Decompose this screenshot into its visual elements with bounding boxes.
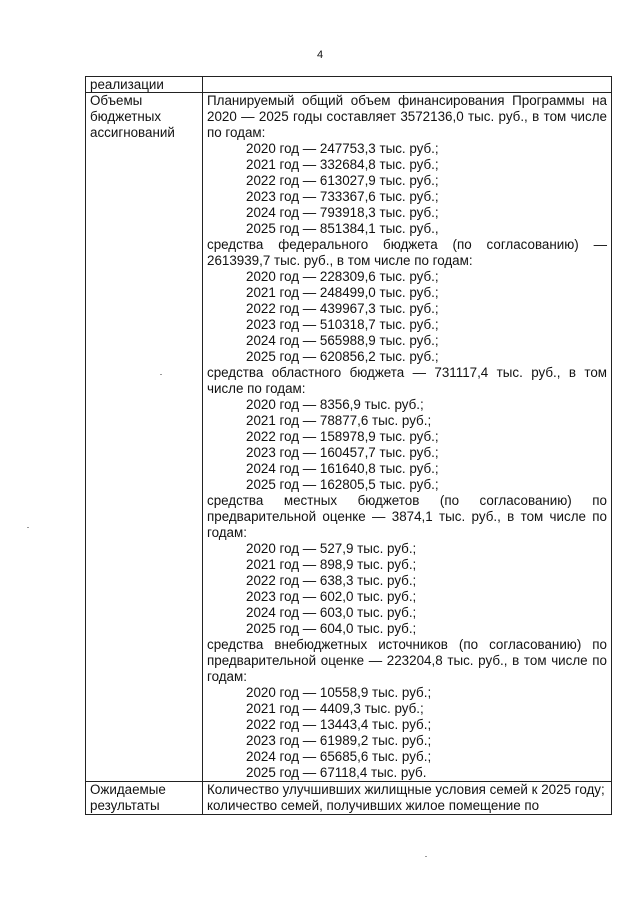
budget-label-line: Объемы — [90, 93, 143, 108]
results-label-line: Ожидаемые — [90, 782, 166, 797]
federal-year-line: 2023 год — 510318,7 тыс. руб.; — [246, 317, 439, 332]
page-number: 4 — [316, 49, 324, 61]
federal-year-line: 2021 год — 248499,0 тыс. руб.; — [246, 285, 439, 300]
table-row-budget — [86, 93, 612, 782]
regional-year-line: 2022 год — 158978,9 тыс. руб.; — [246, 429, 439, 444]
local-year-line: 2020 год — 527,9 тыс. руб.; — [246, 541, 417, 556]
results-text-line: Количество улучшивших жилищные условия семей к 2025 году; — [207, 782, 605, 797]
local-year-line: 2021 год — 898,9 тыс. руб.; — [246, 557, 417, 572]
regional-year-line: 2025 год — 162805,5 тыс. руб.; — [246, 477, 439, 492]
extra-budgetary-intro-paragraph: средства внебюджетных источников (по согласованию) по предварительной оценке — 223204,8 тыс. руб., в том числе по годам: — [207, 637, 607, 684]
local-year-line: 2025 год — 604,0 тыс. руб.; — [246, 621, 417, 636]
budget-label-line: ассигнований — [90, 125, 175, 140]
local-year-line: 2023 год — 602,0 тыс. руб.; — [246, 589, 417, 604]
scan-speck — [160, 374, 162, 375]
federal-year-line: 2025 год — 620856,2 тыс. руб.; — [246, 349, 439, 364]
local-year-line: 2022 год — 638,3 тыс. руб.; — [246, 573, 417, 588]
total-year-line: 2021 год — 332684,8 тыс. руб.; — [246, 157, 439, 172]
header-label: реализации — [90, 77, 164, 92]
total-year-line: 2020 год — 247753,3 тыс. руб.; — [246, 141, 439, 156]
total-intro-paragraph: Планируемый общий объем финансирования Программы на 2020 — 2025 годы составляет 3572136,0 тыс. руб., в том числе по годам: — [207, 93, 607, 140]
regional-intro-paragraph: средства областного бюджета — 731117,4 тыс. руб., в том числе по годам: — [207, 365, 607, 396]
header-value-cell — [203, 77, 612, 93]
table-row-results — [86, 782, 612, 815]
scan-speck — [27, 527, 29, 528]
total-year-line: 2023 год — 733367,6 тыс. руб.; — [246, 189, 439, 204]
total-year-line: 2025 год — 851384,1 тыс. руб., — [246, 221, 439, 236]
extra-budgetary-year-line: 2023 год — 61989,2 тыс. руб.; — [246, 733, 432, 748]
federal-year-line: 2022 год — 439967,3 тыс. руб.; — [246, 301, 439, 316]
federal-year-line: 2020 год — 228309,6 тыс. руб.; — [246, 269, 439, 284]
regional-year-line: 2020 год — 8356,9 тыс. руб.; — [246, 397, 424, 412]
federal-intro-paragraph: средства федерального бюджета (по согласованию) — 2613939,7 тыс. руб., в том числе по годам: — [207, 237, 607, 268]
extra-budgetary-year-line: 2020 год — 10558,9 тыс. руб.; — [246, 685, 432, 700]
extra-budgetary-year-line: 2024 год — 65685,6 тыс. руб.; — [246, 749, 432, 764]
federal-year-line: 2024 год — 565988,9 тыс. руб.; — [246, 333, 439, 348]
results-value-cell — [203, 782, 612, 815]
budget-value-cell — [203, 93, 612, 782]
regional-year-line: 2024 год — 161640,8 тыс. руб.; — [246, 461, 439, 476]
local-year-line: 2024 год — 603,0 тыс. руб.; — [246, 605, 417, 620]
total-year-line: 2024 год — 793918,3 тыс. руб.; — [246, 205, 439, 220]
scan-speck — [425, 856, 427, 857]
budget-label-cell — [86, 93, 203, 782]
budget-label-line: бюджетных — [90, 109, 162, 124]
program-passport-table — [85, 76, 612, 815]
extra-budgetary-year-line: 2022 год — 13443,4 тыс. руб.; — [246, 717, 432, 732]
extra-budgetary-year-line: 2025 год — 67118,4 тыс. руб. — [246, 765, 427, 780]
results-text-line: количество семей, получивших жилое помещение по — [207, 798, 540, 813]
table-row-header — [86, 77, 612, 93]
header-label-cell — [86, 77, 203, 93]
results-label-cell — [86, 782, 203, 815]
regional-year-line: 2021 год — 78877,6 тыс. руб.; — [246, 413, 432, 428]
extra-budgetary-year-line: 2021 год — 4409,3 тыс. руб.; — [246, 701, 424, 716]
local-intro-paragraph: средства местных бюджетов (по согласованию) по предварительной оценке — 3874,1 тыс. руб., в том числе по годам: — [207, 493, 607, 540]
total-year-line: 2022 год — 613027,9 тыс. руб.; — [246, 173, 439, 188]
results-label-line: результаты — [90, 798, 160, 813]
regional-year-line: 2023 год — 160457,7 тыс. руб.; — [246, 445, 439, 460]
